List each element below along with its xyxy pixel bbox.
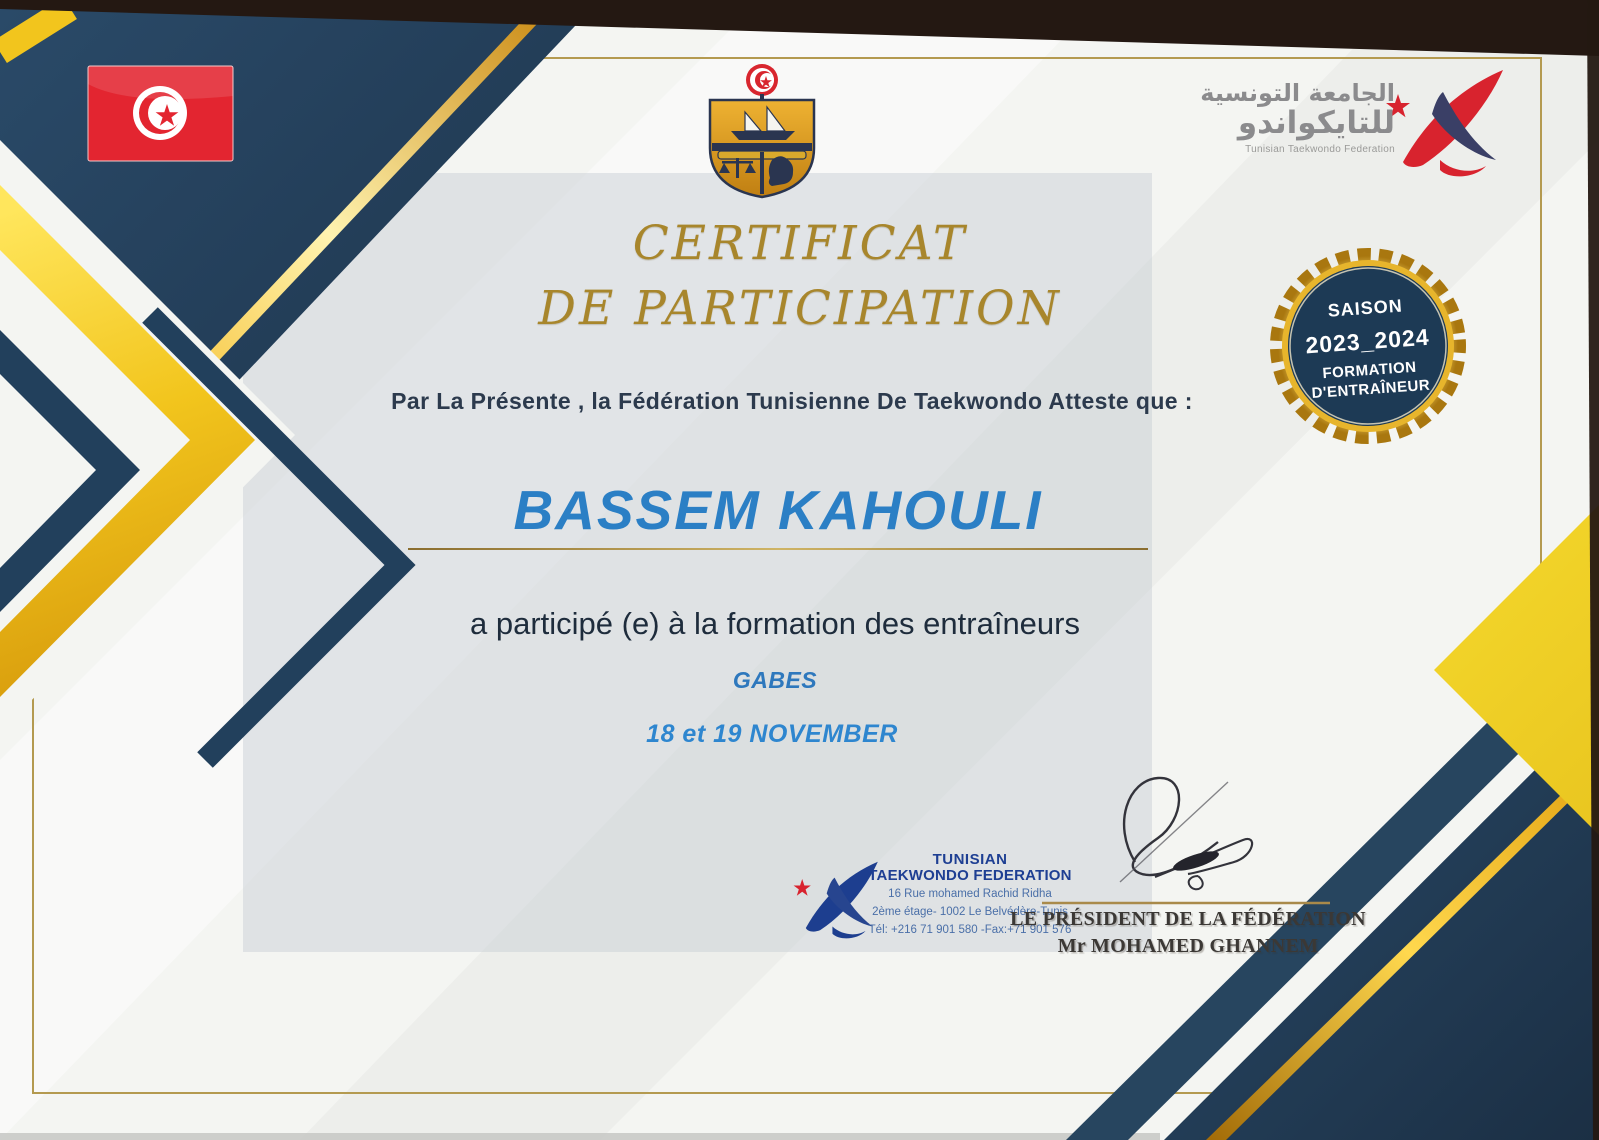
certificate-title-line1: CERTIFICAT [632, 216, 968, 271]
recipient-name: BASSEM KAHOULI [513, 479, 1043, 541]
federation-wordmark [1185, 80, 1395, 156]
org-name-line2: TAEKWONDO FEDERATION [868, 867, 1072, 884]
badge-season-years: 2023_2024 [1304, 323, 1431, 359]
event-location: GABES [732, 667, 818, 693]
org-name-line1: TUNISIAN [932, 851, 1008, 868]
badge-formation-label: FORMATION [1321, 358, 1418, 383]
org-address-line1: 16 Rue mohamed Rachid Ridha [888, 888, 1052, 900]
event-dates: 18 et 19 NOVEMBER [646, 720, 898, 748]
attestation-intro: Par La Présente , la Fédération Tunisienne De Taekwondo Atteste que : [391, 388, 1193, 414]
president-title: LE PRÉSIDENT DE LA FÉDÉRATION [1010, 908, 1366, 930]
name-underline [408, 548, 1148, 550]
federation-arabic-line2: للتايكواندو [1237, 104, 1395, 141]
tunisia-flag [88, 66, 233, 161]
org-address-line3: Tél: +216 71 901 580 -Fax:+71 901 576 [868, 924, 1072, 936]
federation-english-name: Tunisian Taekwondo Federation [1245, 144, 1395, 156]
participation-line: a participé (e) à la formation des entraîneurs [470, 606, 1080, 641]
certificate-title-line2: DE PARTICIPATION [538, 281, 1062, 336]
president-name: Mr MOHAMED GHANNEM [1057, 935, 1319, 957]
federation-arabic-line1: الجامعة التونسية [1200, 79, 1395, 107]
photo-bottom-edge [0, 1133, 1160, 1140]
badge-season-label: SAISON [1327, 295, 1404, 321]
season-badge-text [1270, 291, 1467, 404]
badge-entraineur-label: D'ENTRAÎNEUR [1311, 376, 1431, 403]
org-address-line2: 2ème étage- 1002 Le Belvédère-Tunis [872, 906, 1068, 918]
